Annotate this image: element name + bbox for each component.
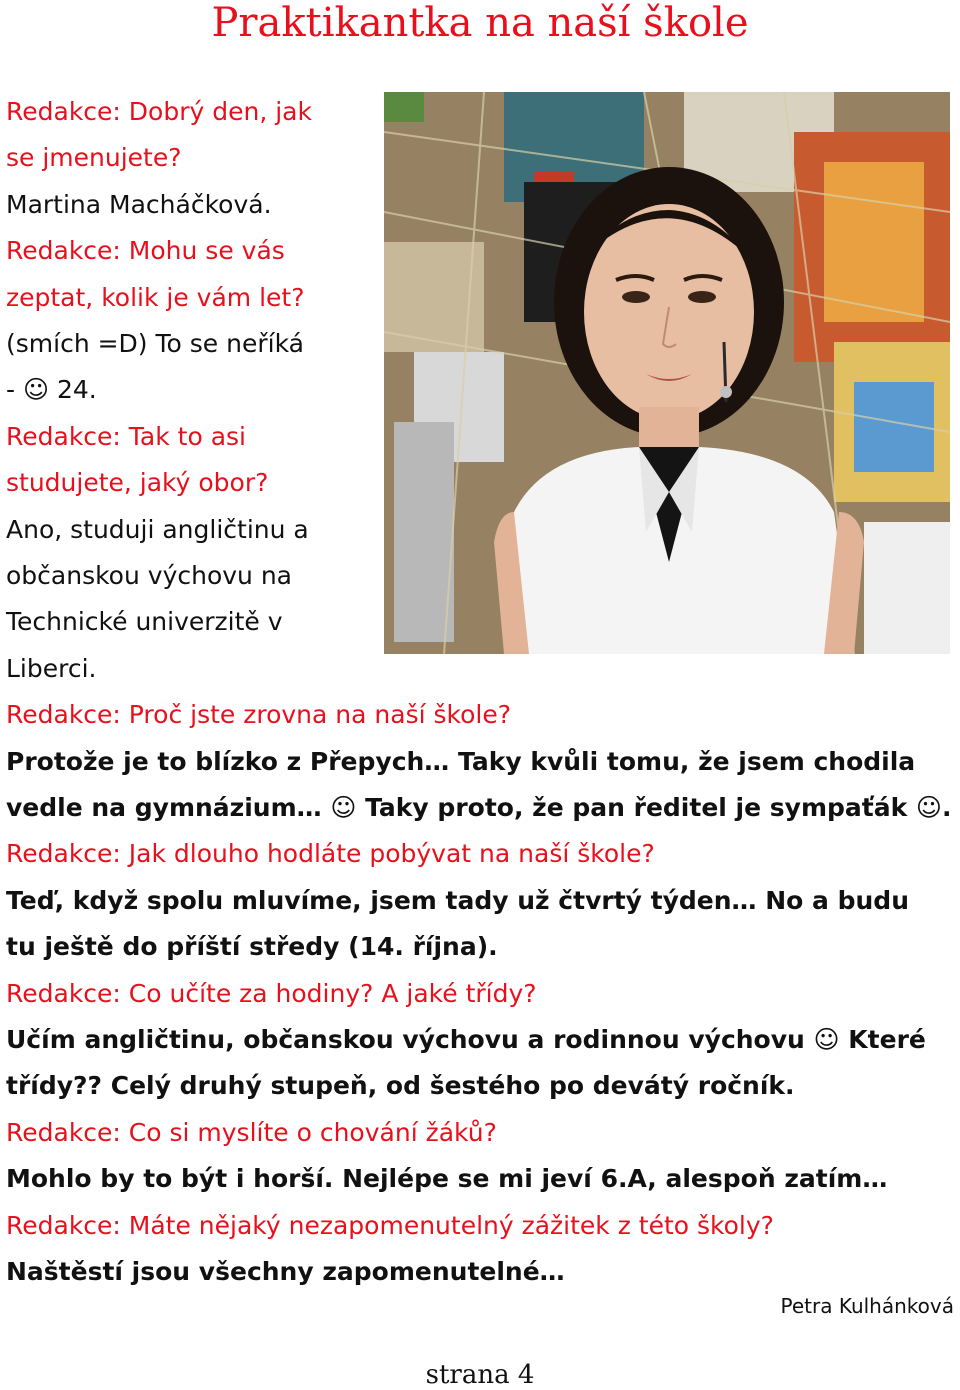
author-name: Petra Kulhánková — [780, 1294, 954, 1318]
question-line: Redakce: Dobrý den, jak — [6, 97, 312, 126]
question-line: Redakce: Mohu se vás — [6, 236, 285, 266]
student-teacher-photo — [384, 92, 950, 654]
answer-line: Teď, když spolu mluvíme, jsem tady už čtvrtý týden… No a budu — [6, 885, 910, 915]
question-line: zeptat, kolik je vám let? — [6, 282, 305, 312]
answer-line: (smích =D) To se neříká — [6, 329, 304, 358]
answer-line: Učím angličtinu, občanskou výchovu a rodinnou výchovu ☺ Které — [6, 1025, 926, 1054]
answer-line: občanskou výchovu na — [6, 561, 292, 590]
answer-line: třídy?? Celý druhý stupeň, od šestého po devátý ročník. — [6, 1071, 795, 1101]
answer-line: vedle na gymnázium… ☺ Taky proto, že pan ředitel je sympaťák ☺. — [6, 793, 952, 822]
question-line: Redakce: Co učíte za hodiny? A jaké třídy? — [6, 978, 537, 1008]
answer-line: Martina Macháčková. — [6, 189, 272, 219]
answer-line: Mohlo by to být i horší. Nejlépe se mi jeví 6.A, alespoň zatím… — [6, 1164, 888, 1194]
portrait-illustration — [384, 92, 950, 654]
question-line: se jmenujete? — [6, 143, 182, 173]
page-number: strana 4 — [425, 1360, 535, 1390]
answer-line: Ano, studuji angličtinu a — [6, 514, 309, 544]
page-title: Praktikantka na naší škole — [211, 0, 749, 46]
answer-line: - ☺ 24. — [6, 375, 97, 405]
answer-line: Liberci. — [6, 653, 97, 683]
answer-line: Protože je to blízko z Přepych… Taky kvůli tomu, že jsem chodila — [6, 746, 916, 776]
question-line: studujete, jaký obor? — [6, 468, 269, 498]
answer-line: tu ještě do příští středy (14. října). — [6, 932, 498, 962]
question-line: Redakce: Máte nějaký nezapomenutelný zážitek z této školy? — [6, 1210, 774, 1240]
answer-line: Naštěstí jsou všechny zapomenutelné… — [6, 1257, 565, 1286]
answer-line: Technické univerzitě v — [6, 607, 283, 637]
question-line: Redakce: Proč jste zrovna na naší škole? — [6, 700, 511, 730]
question-line: Redakce: Tak to asi — [6, 421, 247, 451]
question-line: Redakce: Jak dlouho hodláte pobývat na naší škole? — [6, 839, 655, 869]
question-line: Redakce: Co si myslíte o chování žáků? — [6, 1117, 497, 1147]
